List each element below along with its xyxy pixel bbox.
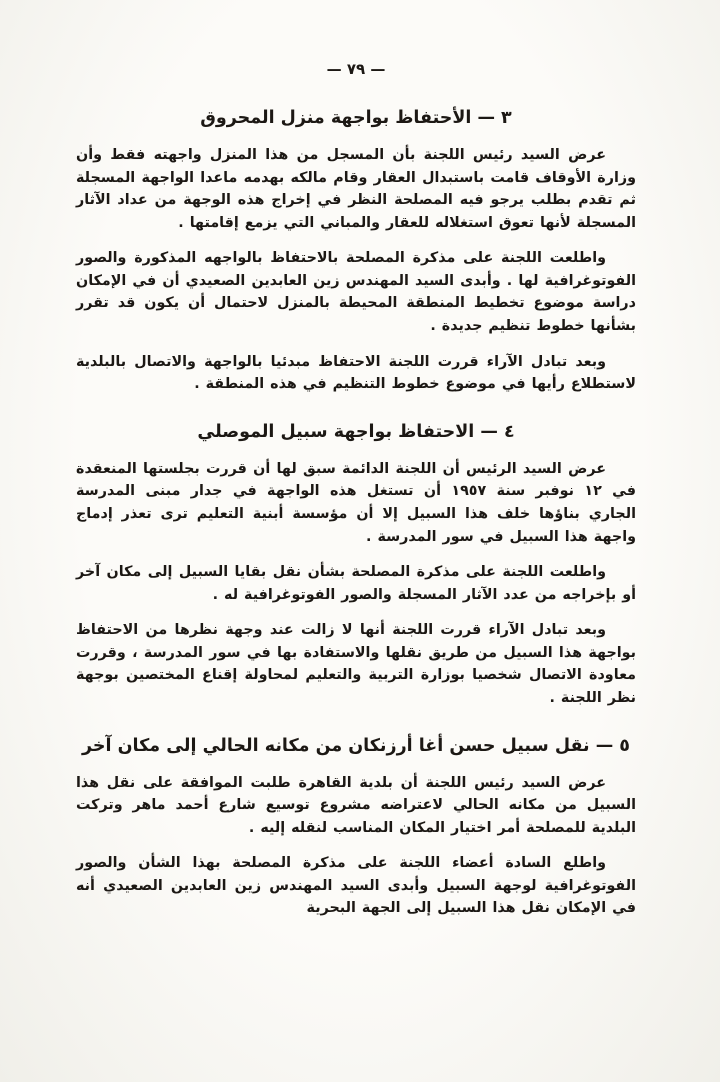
- section-heading: ٥ — نقل سبيل حسن أغا أرزنكان من مكانه الحالي إلى مكان آخر: [82, 735, 630, 756]
- page-number: — ٧٩ —: [326, 60, 386, 78]
- section-4: [76, 422, 636, 710]
- section-3: [76, 108, 636, 396]
- section-5: [76, 736, 636, 920]
- paragraph: عرض السيد رئيس اللجنة أن بلدية القاهرة طلبت الموافقة على نقل هذا السبيل من مكانه الحالي لاعتراضه مشروع توسيع شارع أحمد ماهر وتركت البلدية للمصلحة أمر اختيار المكان المناسب لنقله إليه .: [76, 774, 636, 836]
- paragraph: وبعد تبادل الآراء قررت اللجنة أنها لا زالت عند وجهة نظرها من الاحتفاظ بواجهة هذا السبيل من طريق نقلها والاستفادة بها في سور المدرسة ، وقررت معاودة الاتصال شخصيا بوزارة التربية والتعليم لمحاولة إقناع المختصين بوجهة نظر اللجنة .: [76, 622, 636, 706]
- section-heading: ٣ — الأحتفاظ بواجهة منزل المحروق: [200, 108, 512, 128]
- paragraph: وبعد تبادل الآراء قررت اللجنة الاحتفاظ مبدئيا بالواجهة والاتصال بالبلدية لاستطلاع رأيها في موضوع خطوط التنظيم في هذه المنطقة .: [76, 353, 636, 393]
- paragraph: واطلع السادة أعضاء اللجنة على مذكرة المصلحة بهذا الشأن والصور الفوتوغرافية لوجهة السبيل وأبدى السيد المهندس زين العابدين الصعيدي أنه في الإمكان نقل هذا السبيل إلى الجهة البحرية: [76, 855, 636, 917]
- paragraph: عرض السيد رئيس اللجنة بأن المسجل من هذا المنزل واجهته فقط وأن وزارة الأوقاف قامت باستبدال العقار وقام مالكه بهدمه ماعدا الواجهة المسجلة ثم تقدم بطلب يرجو فيه المصلحة النظر في إخراج هذه الوجهة من عداد الآثار المسجلة لأنها تعوق استغلاله للعقار والمباني التي يزمع إقامتها .: [76, 147, 636, 231]
- paragraph: واطلعت اللجنة على مذكرة المصلحة بالاحتفاظ بالواجهه المذكورة والصور الفوتوغرافية لها . وأبدى السيد المهندس زين العابدين الصعيدي أن في الإمكان دراسة موضوع تخطيط المنطقة المحيطة بالمنزل لاحتمال أن يكون قد تقرر بشأنها خطوط تنظيم جديدة .: [76, 250, 636, 335]
- section-heading: ٤ — الاحتفاظ بواجهة سبيل الموصلي: [197, 421, 515, 442]
- paragraph: عرض السيد الرئيس أن اللجنة الدائمة سبق لها أن قررت بجلستها المنعقدة في ١٢ نوفبر سنة ١٩٥٧ أن تستغل هذه الواجهة في جدار مبنى المدرسة الجاري بناؤها خلف هذا السبيل إلا أن مؤسسة أبنية التعليم ترى تعذر إدماج واجهة هذا السبيل في سور المدرسة .: [76, 460, 637, 545]
- paragraph: واطلعت اللجنة على مذكرة المصلحة بشأن نقل بقايا السبيل إلى مكان آخر أو بإخراجه من عدد الآثار المسجلة والصور الفوتوغرافية له .: [76, 564, 636, 603]
